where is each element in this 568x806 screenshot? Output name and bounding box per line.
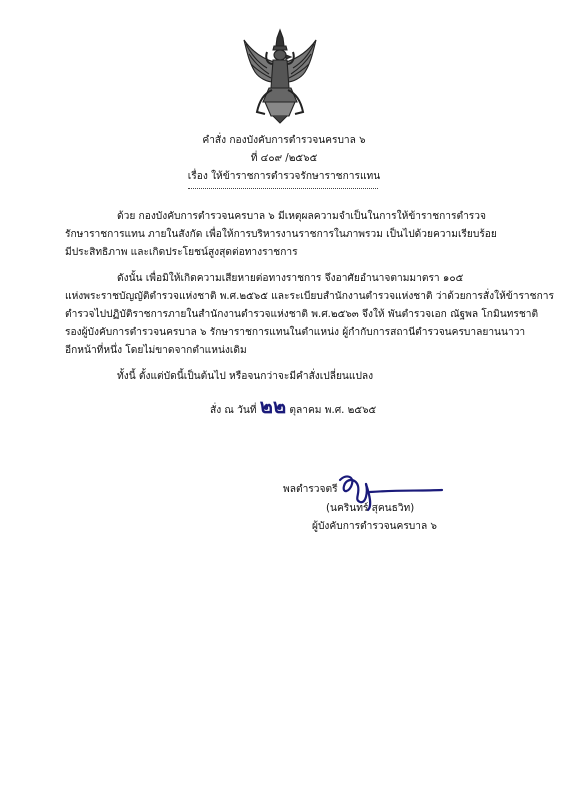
paragraph-1-line: มีประสิทธิภาพ และเกิดประโยชน์สูงสุดต่อทางราชการ bbox=[65, 247, 298, 258]
signer-rank: พลตำรวจตรี bbox=[283, 484, 338, 495]
paragraph-2-line: แห่งพระราชบัญญัติตำรวจแห่งชาติ พ.ศ.๒๕๖๕ และระเบียบสำนักงานตำรวจแห่งชาติ ว่าด้วยการสั่งให้ข้าราชการ bbox=[65, 291, 554, 302]
paragraph-2-line: รองผู้บังคับการตำรวจนครบาล ๖ รักษาราชการแทนในตำแหน่ง ผู้กำกับการสถานีตำรวจนครบาลยานนาวา bbox=[65, 327, 526, 338]
garuda-emblem-icon bbox=[241, 28, 319, 124]
paragraph-1-line: ด้วย กองบังคับการตำรวจนครบาล ๖ มีเหตุผลความจำเป็นในการให้ข้าราชการตำรวจ bbox=[117, 211, 486, 222]
signing-date bbox=[210, 396, 376, 416]
divider bbox=[188, 188, 378, 189]
signing-date-suffix: ตุลาคม พ.ศ. ๒๕๖๕ bbox=[289, 405, 377, 416]
signer-position: ผู้บังคับการตำรวจนครบาล ๖ bbox=[312, 521, 437, 532]
paragraph-2-line: ตำรวจไปปฏิบัติราชการภายในสำนักงานตำรวจแห่งชาติ พ.ศ.๒๕๖๓ จึงให้ พันตำรวจเอก ณัฐพล โกมินทรชาติ bbox=[65, 309, 539, 320]
handwritten-day: ๒๒ bbox=[259, 394, 287, 418]
paragraph-3: ทั้งนี้ ตั้งแต่บัดนี้เป็นต้นไป หรือจนกว่าจะมีคำสั่งเปลี่ยนแปลง bbox=[117, 371, 374, 382]
paragraph-2-line: ดังนั้น เพื่อมิให้เกิดความเสียหายต่อทางราชการ จึงอาศัยอำนาจตามมาตรา ๑๐๕ bbox=[117, 273, 464, 284]
order-title: คำสั่ง กองบังคับการตำรวจนครบาล ๖ bbox=[202, 135, 366, 146]
paragraph-1-line: รักษาราชการแทน ภายในสังกัด เพื่อให้การบริหารงานราชการในภาพรวม เป็นไปด้วยความเรียบร้อย bbox=[65, 229, 497, 240]
paragraph-2-line: อีกหน้าที่หนึ่ง โดยไม่ขาดจากตำแหน่งเดิม bbox=[65, 345, 247, 356]
order-subject: เรื่อง ให้ข้าราชการตำรวจรักษาราชการแทน bbox=[187, 171, 381, 182]
signer-name: (นครินทร์ สุคนธวิท) bbox=[326, 503, 415, 514]
order-number: ที่ ๔๐๙ /๒๕๖๕ bbox=[250, 153, 318, 164]
signing-date-prefix: สั่ง ณ วันที่ bbox=[210, 405, 257, 416]
